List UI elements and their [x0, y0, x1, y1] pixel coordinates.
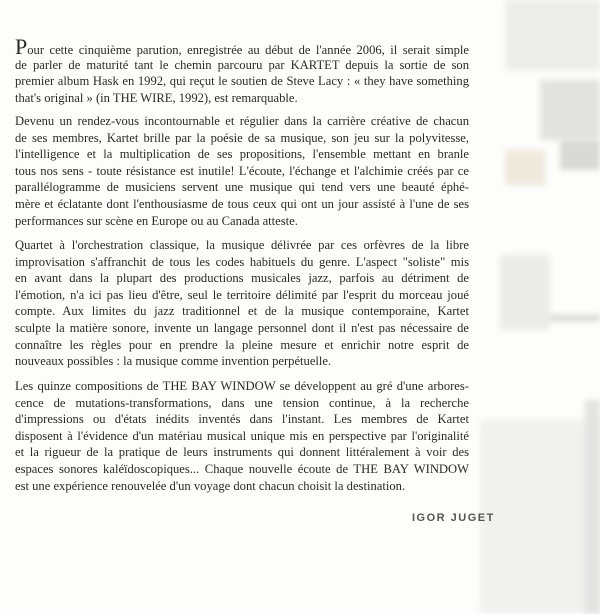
- text-line: premier album Hask en 1992, qui reçut le soutien de Steve Lacy : « they have something: [15, 74, 469, 89]
- text-line: our cette cinquième parution, enregistrée au début de l'année 2006, il serait simple: [27, 43, 469, 57]
- drop-cap: P: [15, 34, 28, 59]
- text-line: de ses membres, Kartet brille par la poésie de sa musique, son jeu sur la polyvitesse,: [15, 130, 469, 145]
- text-line: performances sur scène en Europe ou au Canada atteste.: [15, 213, 298, 228]
- text-line: d'impressions ou d'états inédits inventés dans l'instant. Les membres de Kartet: [15, 412, 469, 427]
- text-line: Quartet à l'orchestration classique, la musique délivrée par ces orfèvres de la libre: [15, 238, 469, 252]
- paragraph-3: [15, 237, 469, 370]
- text-line: l'émotion, n'a ici pas lieu d'être, seul le territoire délimité par l'esprit du morceau joué: [15, 287, 469, 302]
- text-line: est une expérience renouvelée d'un voyage dont chacun choisit la destination.: [15, 478, 406, 493]
- background-photo-fragment: [540, 80, 600, 140]
- author-signature: IGOR JUGET: [412, 512, 495, 524]
- text-line: improvisation s'affranchit de tous les codes habituels du genre. L'aspect "soliste" mis: [15, 254, 469, 269]
- text-line: nouveaux possibles : la musique comme invention perpétuelle.: [15, 354, 332, 369]
- background-photo-fragment: [560, 140, 600, 170]
- text-line: cence de mutations-transformations, dans une tension continue, à la recherche: [15, 395, 469, 410]
- background-photo-fragment: [585, 400, 600, 614]
- text-line: espaces sonores kaléïdoscopiques... Chaque nouvelle écoute de THE BAY WINDOW: [15, 461, 469, 476]
- paragraph-1: [15, 34, 469, 106]
- text-line: et la rigueur de la pratique de leurs instruments qui donnent littéralement à voir des: [15, 445, 469, 460]
- text-line: Les quinze compositions de THE BAY WINDOW se développent au gré d'une arbores-: [15, 379, 469, 393]
- text-line: that's original » (in THE WIRE, 1992), est remarquable.: [15, 90, 298, 105]
- text-line: compte. Aux limites du jazz traditionnel et de la musique contemporaine, Kartet: [15, 304, 469, 319]
- text-line: parallélogramme de musiciens servent une musique qui tend vers une beauté éphé-: [15, 180, 469, 195]
- text-line: sculpte la matière sonore, invente un langage personnel dont il n'est pas nécessaire de: [15, 320, 469, 335]
- text-line: connaître les règles pour en prendre la pleine mesure et enrichir notre esprit de: [15, 337, 469, 352]
- text-line: de parler de maturité tant le chemin parcouru par KARTET depuis la sortie de son: [15, 57, 469, 72]
- text-line: mère et éclatante dont l'enthousiasme de tous ceux qui ont un jour assisté à l'une de ses: [15, 196, 469, 211]
- text-line: tous nos sens - toute résistance est inutile! L'écoute, l'échange et l'alchimie créés par ce: [15, 163, 469, 178]
- text-line: en avant dans la plupart des productions musicales jazz, parfois au détriment de: [15, 271, 469, 286]
- paragraph-2: [15, 113, 469, 229]
- background-photo-fragment: [505, 0, 600, 70]
- paragraph-4: [15, 378, 469, 494]
- text-line: l'intelligence et la multiplication de ses propositions, l'ensemble mettant en branle: [15, 147, 469, 162]
- background-photo-fragment: [505, 150, 545, 185]
- text-line: disposent à l'évidence d'un matériau musical unique mis en perspective par l'originalité: [15, 428, 469, 443]
- background-photo-fragment: [480, 420, 600, 614]
- text-line: Devenu un rendez-vous incontournable et régulier dans la carrière créative de chacun: [15, 114, 469, 128]
- background-photo-fragment: [550, 315, 600, 321]
- background-photo-fragment: [500, 255, 550, 330]
